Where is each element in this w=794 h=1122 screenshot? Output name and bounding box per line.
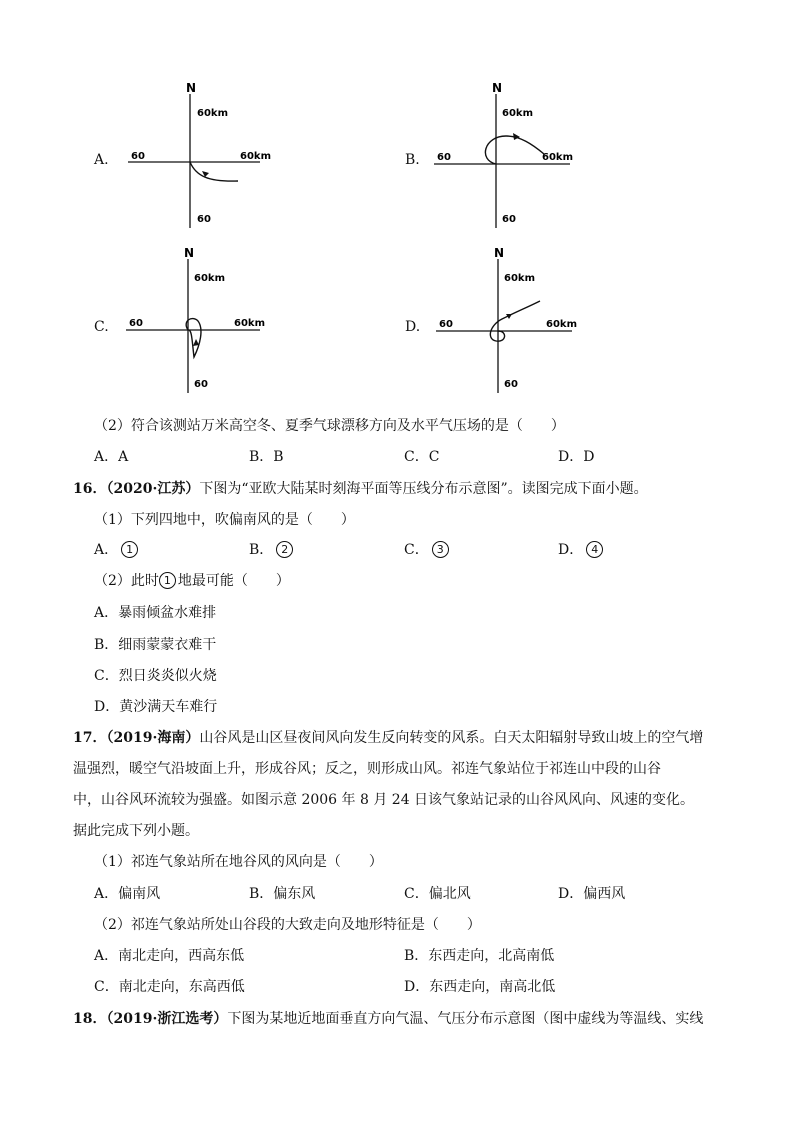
- q16-sub2-option-b[interactable]: B．细雨蒙蒙衣难干: [94, 637, 217, 653]
- q17-stem-line-1: 山谷风是山区昼夜间风向发生反向转变的风系。白天太阳辐射导致山坡上的空气增: [199, 730, 704, 746]
- y-top-label: 60km: [502, 108, 533, 119]
- q16-sub1-option-c[interactable]: C． 3: [404, 541, 449, 559]
- y-top-label: 60km: [197, 108, 228, 119]
- q15-sub2-option-c[interactable]: C．C: [404, 449, 440, 465]
- x-right-label: 60km: [542, 152, 573, 163]
- q16-sub1-option-d[interactable]: D． 4: [558, 541, 603, 559]
- x-left-label: 60: [437, 152, 451, 163]
- q16-sub2-option-c[interactable]: C．烈日炎炎似火烧: [94, 668, 217, 684]
- q16-sub1-stem: （1）下列四地中，吹偏南风的是（ ）: [94, 512, 355, 528]
- q15-sub2-stem: （2）符合该测站万米高空冬、夏季气球漂移方向及水平气压场的是（ ）: [94, 418, 565, 434]
- x-left-label: 60: [129, 318, 143, 329]
- q16-sub2-stem: （2）此时 1 地最可能（ ）: [94, 573, 290, 589]
- q16-number: 16．: [73, 481, 107, 497]
- circled-number-icon: 4: [586, 541, 603, 558]
- q16-sub2-option-d[interactable]: D．黄沙满天车难行: [94, 699, 218, 715]
- y-bottom-label: 60: [197, 214, 211, 225]
- north-label: N: [494, 246, 505, 260]
- north-label: N: [184, 246, 195, 260]
- q17-stem-line-3: 中，山谷风环流较为强盛。如图示意 2006 年 8 月 24 日该气象站记录的山谷风风向、风速的变化。: [73, 792, 695, 808]
- y-bottom-label: 60: [504, 379, 518, 390]
- north-label: N: [186, 81, 197, 95]
- option-c-letter: C.: [94, 319, 109, 335]
- option-b-letter: B.: [405, 152, 420, 168]
- drift-arrow: [193, 339, 199, 346]
- x-left-label: 60: [439, 319, 453, 330]
- q17-source: （2019·海南）: [106, 730, 200, 746]
- q16-stem: 下图为“亚欧大陆某时刻海平面等压线分布示意图”。读图完成下面小题。: [199, 481, 648, 497]
- q15-sub2-option-b[interactable]: B．B: [249, 449, 284, 465]
- q17-sub1-option-a[interactable]: A．偏南风: [94, 886, 161, 902]
- q18-stem: 下图为某地近地面垂直方向气温、气压分布示意图（图中虚线为等温线、实线: [227, 1011, 704, 1027]
- drift-path: [485, 136, 544, 164]
- q17-sub2-stem: （2）祁连气象站所处山谷段的大致走向及地形特征是（ ）: [94, 917, 481, 933]
- y-top-label: 60km: [194, 273, 225, 284]
- q15-sub2-option-d[interactable]: D．D: [558, 449, 595, 465]
- q16-source: （2020·江苏）: [106, 481, 200, 497]
- q17-sub1-option-c[interactable]: C．偏北风: [404, 886, 471, 902]
- x-left-label: 60: [131, 151, 145, 162]
- diagram-d: [420, 245, 590, 395]
- q17-sub2-option-a[interactable]: A．南北走向，西高东低: [94, 948, 245, 964]
- north-label: N: [492, 81, 503, 95]
- circled-number-icon: 2: [276, 541, 293, 558]
- q17-sub1-stem: （1）祁连气象站所在地谷风的风向是（ ）: [94, 854, 383, 870]
- q17-sub2-option-d[interactable]: D．东西走向，南高北低: [404, 979, 556, 995]
- circled-number-icon: 1: [121, 541, 138, 558]
- q17-stem-line-2: 温强烈，暖空气沿坡面上升，形成谷风；反之，则形成山风。祁连气象站位于祁连山中段的山谷: [73, 761, 661, 777]
- x-right-label: 60km: [240, 151, 271, 162]
- q16-heading: [73, 480, 648, 498]
- option-d-letter: D.: [405, 319, 421, 335]
- diagram-b: [420, 80, 590, 230]
- q17-number: 17．: [73, 730, 107, 746]
- q18-number: 18．: [73, 1011, 107, 1027]
- x-right-label: 60km: [234, 318, 265, 329]
- q17-sub2-option-b[interactable]: B．东西走向，北高南低: [404, 948, 555, 964]
- q18-heading: [73, 1010, 703, 1028]
- q16-sub2-option-a[interactable]: A．暴雨倾盆水难排: [94, 605, 217, 621]
- option-a-letter: A.: [94, 152, 109, 168]
- q16-sub1-option-b[interactable]: B． 2: [249, 541, 293, 559]
- q17-sub1-option-b[interactable]: B．偏东风: [249, 886, 316, 902]
- circled-number-icon: 3: [432, 541, 449, 558]
- q15-sub2-option-a[interactable]: A．A: [94, 449, 129, 465]
- circled-number-icon: 1: [159, 572, 176, 589]
- y-bottom-label: 60: [194, 379, 208, 390]
- x-right-label: 60km: [546, 319, 577, 330]
- q17-heading: [73, 729, 703, 747]
- diagram-a: [110, 80, 280, 230]
- diagram-c: [110, 245, 280, 395]
- q18-source: （2019·浙江选考）: [106, 1011, 228, 1027]
- y-bottom-label: 60: [502, 214, 516, 225]
- y-top-label: 60km: [504, 273, 535, 284]
- q16-sub1-option-a[interactable]: A． 1: [94, 541, 138, 559]
- q17-sub2-option-c[interactable]: C．南北走向，东高西低: [94, 979, 245, 995]
- drift-path: [190, 162, 238, 181]
- q17-stem-line-4: 据此完成下列小题。: [73, 823, 199, 839]
- q17-sub1-option-d[interactable]: D．偏西风: [558, 886, 626, 902]
